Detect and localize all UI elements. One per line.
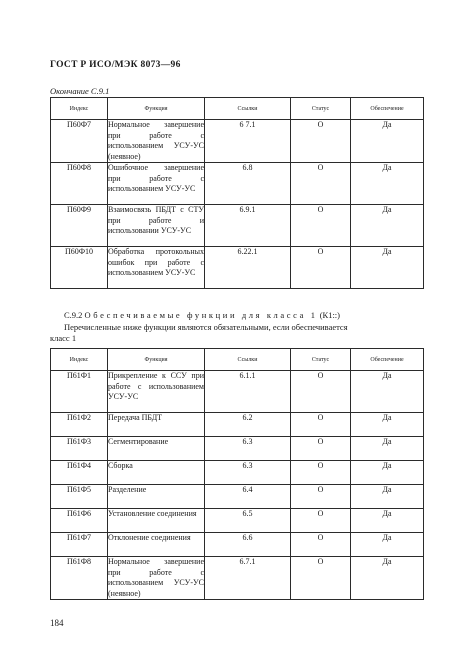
functions-table-class1	[50, 348, 424, 600]
cell-function: Установление соединения	[108, 509, 205, 533]
section-title: Обеспечиваемые функции для класса 1	[84, 310, 318, 320]
cell-reference: 6.9.1	[205, 205, 291, 247]
cell-support: Да	[351, 485, 424, 509]
table-row	[51, 413, 424, 437]
cell-index: П61Ф2	[51, 413, 108, 437]
cell-index: П60Ф8	[51, 163, 108, 205]
cell-reference: 6.7.1	[205, 557, 291, 600]
column-header-support: Обеспечение	[351, 349, 424, 371]
cell-index: П60Ф7	[51, 120, 108, 163]
column-header-references: Ссылки	[205, 98, 291, 120]
table-row	[51, 485, 424, 509]
cell-status: О	[291, 533, 351, 557]
table-row	[51, 437, 424, 461]
page-number: 184	[50, 618, 64, 628]
cell-index: П61Ф6	[51, 509, 108, 533]
cell-reference: 6 7.1	[205, 120, 291, 163]
cell-status: О	[291, 485, 351, 509]
cell-support: Да	[351, 205, 424, 247]
cell-function: Отклонение соединения	[108, 533, 205, 557]
cell-reference: 6.1.1	[205, 371, 291, 413]
column-header-index: Индекс	[51, 349, 108, 371]
cell-support: Да	[351, 120, 424, 163]
column-header-status: Статус	[291, 349, 351, 371]
cell-status: О	[291, 461, 351, 485]
table-row	[51, 205, 424, 247]
cell-support: Да	[351, 437, 424, 461]
cell-function: Сегментирование	[108, 437, 205, 461]
cell-reference: 6.3	[205, 461, 291, 485]
section-text	[50, 322, 423, 344]
table-row	[51, 371, 424, 413]
cell-reference: 6.22.1	[205, 247, 291, 289]
column-header-index: Индекс	[51, 98, 108, 120]
table-row	[51, 120, 424, 163]
cell-support: Да	[351, 163, 424, 205]
cell-function: Нормальное завершение при работе с использованием УСУ-УС (неявное)	[108, 120, 204, 161]
cell-function: Ошибочное завершение при работе с использованием УСУ-УС	[108, 163, 205, 205]
cell-reference: 6.5	[205, 509, 291, 533]
document-header: ГОСТ Р ИСО/МЭК 8073—96	[50, 60, 181, 70]
cell-support: Да	[351, 509, 424, 533]
cell-function: Взаимосвязь ПБДТ с СТУ при работе и использовании УСУ-УС	[108, 205, 205, 247]
table-caption: Окончание С.9.1	[50, 86, 110, 96]
cell-function: Обработка протокольных ошибок при работе с использованием УСУ-УС	[108, 247, 205, 289]
cell-status: О	[291, 413, 351, 437]
cell-support: Да	[351, 413, 424, 437]
cell-function: Разделение	[108, 485, 205, 509]
table-header-row	[51, 349, 424, 371]
section-number: С.9.2	[64, 310, 83, 320]
cell-support: Да	[351, 557, 424, 600]
cell-index: П61Ф8	[51, 557, 108, 600]
cell-support: Да	[351, 533, 424, 557]
table-row	[51, 557, 424, 600]
section-text-line: Перечисленные ниже функции являются обязательными, если обеспечивается	[64, 322, 348, 332]
cell-status: О	[291, 557, 351, 600]
cell-reference: 6.8	[205, 163, 291, 205]
functions-table-class0	[50, 97, 424, 289]
cell-support: Да	[351, 461, 424, 485]
cell-support: Да	[351, 247, 424, 289]
cell-status: О	[291, 371, 351, 413]
cell-status: О	[291, 247, 351, 289]
column-header-references: Ссылки	[205, 349, 291, 371]
cell-status: О	[291, 120, 351, 163]
table-row	[51, 163, 424, 205]
cell-reference: 6.4	[205, 485, 291, 509]
cell-index: П60Ф10	[51, 247, 108, 289]
cell-index: П61Ф1	[51, 371, 108, 413]
cell-index: П61Ф7	[51, 533, 108, 557]
column-header-support: Обеспечение	[351, 98, 424, 120]
cell-reference: 6.6	[205, 533, 291, 557]
cell-reference: 6.2	[205, 413, 291, 437]
cell-function: Передача ПБДТ	[108, 413, 205, 437]
column-header-function: Функция	[108, 98, 205, 120]
cell-function: Нормальное завершение при работе с использованием УСУ-УС (неявное)	[108, 557, 204, 598]
table-row	[51, 461, 424, 485]
section-class-code: (К1::)	[319, 310, 340, 320]
cell-status: О	[291, 437, 351, 461]
section-heading	[50, 310, 423, 321]
table-row	[51, 247, 424, 289]
cell-status: О	[291, 509, 351, 533]
table-row	[51, 509, 424, 533]
cell-reference: 6.3	[205, 437, 291, 461]
column-header-function: Функция	[108, 349, 205, 371]
cell-index: П60Ф9	[51, 205, 108, 247]
column-header-status: Статус	[291, 98, 351, 120]
cell-function: Сборка	[108, 461, 205, 485]
cell-index: П61Ф5	[51, 485, 108, 509]
cell-index: П61Ф3	[51, 437, 108, 461]
cell-status: О	[291, 163, 351, 205]
cell-index: П61Ф4	[51, 461, 108, 485]
cell-status: О	[291, 205, 351, 247]
table-row	[51, 533, 424, 557]
table-header-row	[51, 98, 424, 120]
section-text-line: класс 1	[50, 333, 77, 343]
cell-function: Прикрепление к ССУ при работе с использованием УСУ-УС	[108, 371, 205, 413]
cell-support: Да	[351, 371, 424, 413]
